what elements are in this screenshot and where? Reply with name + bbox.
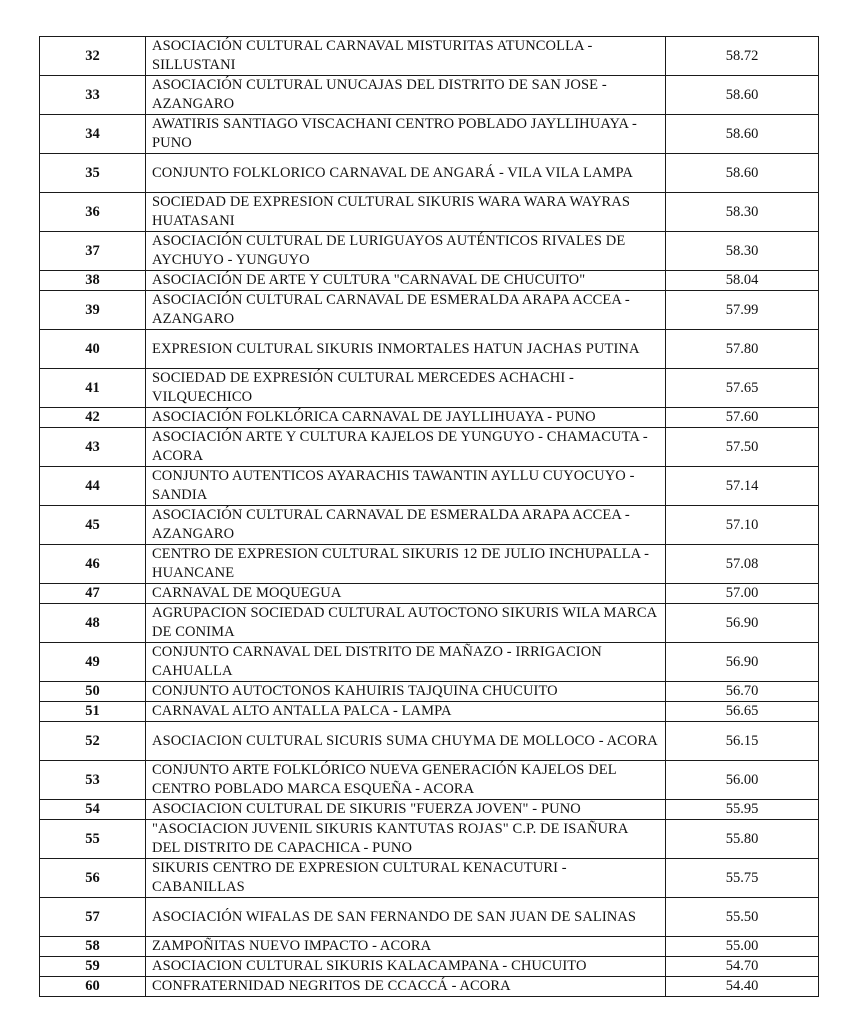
score-value: 57.14	[666, 467, 819, 506]
score-value: 57.10	[666, 506, 819, 545]
row-number: 53	[40, 761, 146, 800]
row-number: 56	[40, 859, 146, 898]
score-value: 57.08	[666, 545, 819, 584]
group-name: CONJUNTO FOLKLORICO CARNAVAL DE ANGARÁ - VILA VILA LAMPA	[146, 154, 666, 193]
group-name: CENTRO DE EXPRESION CULTURAL SIKURIS 12 DE JULIO INCHUPALLA - HUANCANE	[146, 545, 666, 584]
group-name: CONJUNTO ARTE FOLKLÓRICO NUEVA GENERACIÓN KAJELOS DEL CENTRO POBLADO MARCA ESQUEÑA - ACORA	[146, 761, 666, 800]
row-number: 46	[40, 545, 146, 584]
row-number: 35	[40, 154, 146, 193]
score-value: 56.90	[666, 604, 819, 643]
table-row	[40, 506, 819, 545]
table-row	[40, 428, 819, 467]
score-value: 58.60	[666, 154, 819, 193]
results-table-body	[40, 37, 819, 997]
group-name: EXPRESION CULTURAL SIKURIS INMORTALES HATUN JACHAS PUTINA	[146, 330, 666, 369]
table-row	[40, 76, 819, 115]
row-number: 43	[40, 428, 146, 467]
table-row	[40, 271, 819, 291]
row-number: 50	[40, 682, 146, 702]
row-number: 40	[40, 330, 146, 369]
row-number: 55	[40, 820, 146, 859]
row-number: 33	[40, 76, 146, 115]
row-number: 60	[40, 977, 146, 997]
group-name: ASOCIACIÓN ARTE Y CULTURA KAJELOS DE YUNGUYO - CHAMACUTA - ACORA	[146, 428, 666, 467]
row-number: 59	[40, 957, 146, 977]
table-row	[40, 545, 819, 584]
row-number: 58	[40, 937, 146, 957]
table-row	[40, 584, 819, 604]
table-row	[40, 682, 819, 702]
row-number: 38	[40, 271, 146, 291]
table-row	[40, 643, 819, 682]
row-number: 54	[40, 800, 146, 820]
group-name: ASOCIACION CULTURAL SIKURIS KALACAMPANA - CHUCUITO	[146, 957, 666, 977]
row-number: 39	[40, 291, 146, 330]
group-name: ASOCIACIÓN CULTURAL CARNAVAL MISTURITAS ATUNCOLLA - SILLUSTANI	[146, 37, 666, 76]
group-name: ASOCIACION CULTURAL SICURIS SUMA CHUYMA DE MOLLOCO - ACORA	[146, 722, 666, 761]
table-row	[40, 702, 819, 722]
row-number: 49	[40, 643, 146, 682]
table-row	[40, 859, 819, 898]
score-value: 57.65	[666, 369, 819, 408]
table-row	[40, 291, 819, 330]
row-number: 48	[40, 604, 146, 643]
results-table	[39, 36, 819, 997]
group-name: ASOCIACIÓN WIFALAS DE SAN FERNANDO DE SAN JUAN DE SALINAS	[146, 898, 666, 937]
score-value: 55.00	[666, 937, 819, 957]
table-row	[40, 193, 819, 232]
score-value: 56.65	[666, 702, 819, 722]
score-value: 55.50	[666, 898, 819, 937]
table-row	[40, 408, 819, 428]
group-name: ASOCIACIÓN FOLKLÓRICA CARNAVAL DE JAYLLIHUAYA - PUNO	[146, 408, 666, 428]
group-name: ASOCIACIÓN CULTURAL CARNAVAL DE ESMERALDA ARAPA ACCEA - AZANGARO	[146, 506, 666, 545]
group-name: CONJUNTO AUTOCTONOS KAHUIRIS TAJQUINA CHUCUITO	[146, 682, 666, 702]
table-row	[40, 820, 819, 859]
group-name: CONJUNTO AUTENTICOS AYARACHIS TAWANTIN AYLLU CUYOCUYO - SANDIA	[146, 467, 666, 506]
score-value: 54.40	[666, 977, 819, 997]
row-number: 45	[40, 506, 146, 545]
score-value: 55.75	[666, 859, 819, 898]
group-name: ASOCIACIÓN CULTURAL DE LURIGUAYOS AUTÉNTICOS RIVALES DE AYCHUYO - YUNGUYO	[146, 232, 666, 271]
row-number: 44	[40, 467, 146, 506]
table-row	[40, 330, 819, 369]
group-name: ASOCIACIÓN CULTURAL CARNAVAL DE ESMERALDA ARAPA ACCEA - AZANGARO	[146, 291, 666, 330]
table-row	[40, 898, 819, 937]
row-number: 36	[40, 193, 146, 232]
score-value: 58.60	[666, 115, 819, 154]
row-number: 47	[40, 584, 146, 604]
score-value: 57.50	[666, 428, 819, 467]
table-row	[40, 977, 819, 997]
score-value: 58.60	[666, 76, 819, 115]
score-value: 55.80	[666, 820, 819, 859]
row-number: 34	[40, 115, 146, 154]
score-value: 58.30	[666, 232, 819, 271]
table-row	[40, 957, 819, 977]
group-name: ASOCIACIÓN DE ARTE Y CULTURA "CARNAVAL DE CHUCUITO"	[146, 271, 666, 291]
group-name: CONJUNTO CARNAVAL DEL DISTRITO DE MAÑAZO - IRRIGACION CAHUALLA	[146, 643, 666, 682]
group-name: SIKURIS CENTRO DE EXPRESION CULTURAL KENACUTURI - CABANILLAS	[146, 859, 666, 898]
score-value: 55.95	[666, 800, 819, 820]
score-value: 58.04	[666, 271, 819, 291]
group-name: AGRUPACION SOCIEDAD CULTURAL AUTOCTONO SIKURIS WILA MARCA DE CONIMA	[146, 604, 666, 643]
group-name: SOCIEDAD DE EXPRESION CULTURAL SIKURIS WARA WARA WAYRAS HUATASANI	[146, 193, 666, 232]
table-row	[40, 37, 819, 76]
row-number: 37	[40, 232, 146, 271]
table-row	[40, 937, 819, 957]
table-row	[40, 604, 819, 643]
table-row	[40, 722, 819, 761]
score-value: 58.30	[666, 193, 819, 232]
table-row	[40, 369, 819, 408]
table-row	[40, 154, 819, 193]
table-row	[40, 761, 819, 800]
row-number: 51	[40, 702, 146, 722]
row-number: 52	[40, 722, 146, 761]
score-value: 57.00	[666, 584, 819, 604]
score-value: 57.99	[666, 291, 819, 330]
group-name: ASOCIACION CULTURAL DE SIKURIS "FUERZA JOVEN" - PUNO	[146, 800, 666, 820]
score-value: 58.72	[666, 37, 819, 76]
group-name: CONFRATERNIDAD NEGRITOS DE CCACCÁ - ACORA	[146, 977, 666, 997]
score-value: 54.70	[666, 957, 819, 977]
group-name: ASOCIACIÓN CULTURAL UNUCAJAS DEL DISTRITO DE SAN JOSE - AZANGARO	[146, 76, 666, 115]
group-name: CARNAVAL DE MOQUEGUA	[146, 584, 666, 604]
table-row	[40, 232, 819, 271]
score-value: 56.90	[666, 643, 819, 682]
score-value: 56.15	[666, 722, 819, 761]
row-number: 57	[40, 898, 146, 937]
group-name: ZAMPOÑITAS NUEVO IMPACTO - ACORA	[146, 937, 666, 957]
group-name: CARNAVAL ALTO ANTALLA PALCA - LAMPA	[146, 702, 666, 722]
row-number: 42	[40, 408, 146, 428]
score-value: 57.80	[666, 330, 819, 369]
group-name: "ASOCIACION JUVENIL SIKURIS KANTUTAS ROJAS" C.P. DE ISAÑURA DEL DISTRITO DE CAPACHICA - PUNO	[146, 820, 666, 859]
group-name: SOCIEDAD DE EXPRESIÓN CULTURAL MERCEDES ACHACHI - VILQUECHICO	[146, 369, 666, 408]
score-value: 57.60	[666, 408, 819, 428]
score-value: 56.70	[666, 682, 819, 702]
table-row	[40, 115, 819, 154]
table-row	[40, 800, 819, 820]
table-row	[40, 467, 819, 506]
group-name: AWATIRIS SANTIAGO VISCACHANI CENTRO POBLADO JAYLLIHUAYA - PUNO	[146, 115, 666, 154]
score-value: 56.00	[666, 761, 819, 800]
row-number: 41	[40, 369, 146, 408]
row-number: 32	[40, 37, 146, 76]
